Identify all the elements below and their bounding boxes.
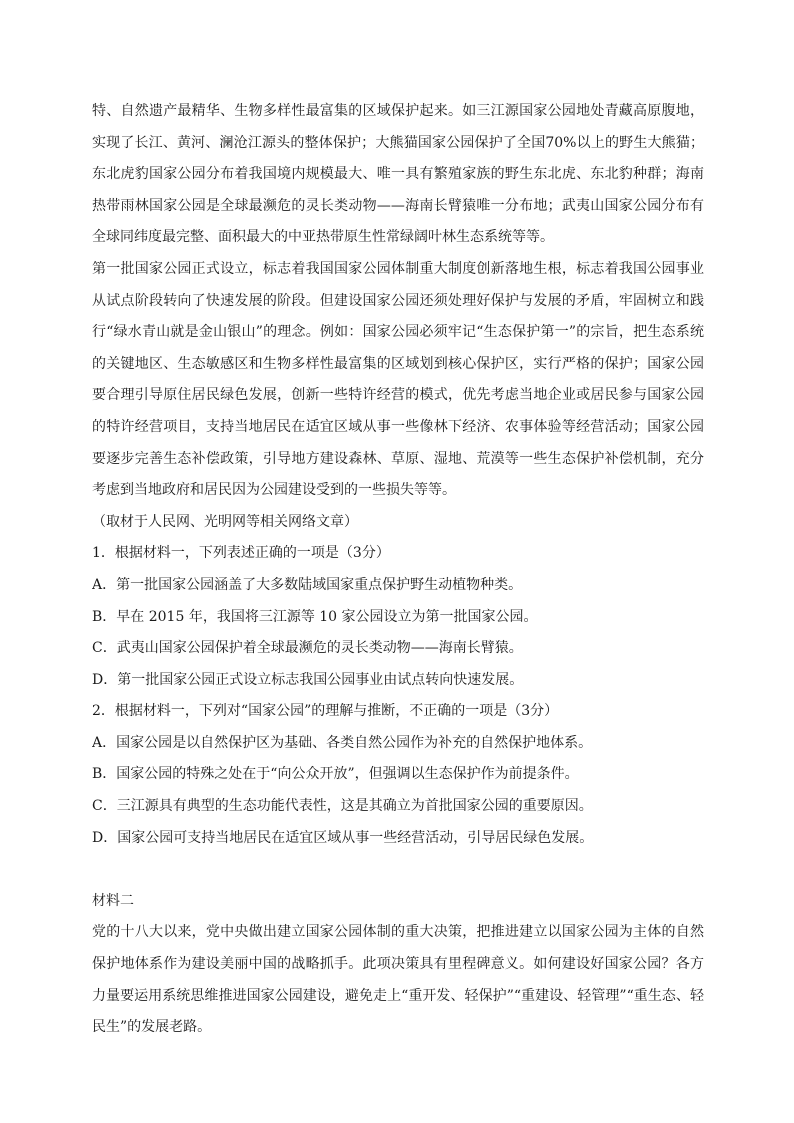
question-1-option-a: A．第一批国家公园涵盖了大多数陆域国家重点保护野生动植物种类。 — [92, 576, 523, 593]
paragraph-1-line: 全球同纬度最完整、面积最大的中亚热带原生性常绿阔叶林生态系统等等。 — [92, 229, 554, 246]
paragraph-1-line: 热带雨林国家公园是全球最濒危的灵长类动物——海南长臂猿唯一分布地；武夷山国家公园分布有 — [92, 197, 704, 214]
material-2-line: 民生”的发展老路。 — [92, 1019, 212, 1036]
question-1-option-d: D．第一批国家公园正式设立标志我国公园事业由试点转向快速发展。 — [92, 671, 524, 688]
section-spacer — [92, 854, 704, 886]
paragraph-1-line: 东北虎豹国家公园分布着我国境内规模最大、唯一具有繁殖家族的野生东北虎、东北豹种群；海南 — [92, 166, 704, 183]
question-2-option-c: C．三江源具有典型的生态功能代表性，这是其确立为首批国家公园的重要原因。 — [92, 798, 593, 815]
material-2-line: 保护地体系作为建设美丽中国的战略抓手。此项决策具有里程碑意义。如何建设好国家公园？各方 — [92, 956, 704, 973]
question-2-option-d: D．国家公园可支持当地居民在适宜区域从事一些经营活动，引导居民绿色发展。 — [92, 829, 594, 846]
question-1-stem: 1．根据材料一，下列表述正确的一项是（3分） — [92, 545, 390, 562]
document-page — [92, 96, 704, 1044]
paragraph-2-line: 要合理引导原住居民绿色发展，创新一些特许经营的模式，优先考虑当地企业或居民参与国家公园 — [92, 387, 704, 404]
material-2-line: 党的十八大以来，党中央做出建立国家公园体制的重大决策，把推进建立以国家公园为主体的自然 — [92, 924, 704, 941]
paragraph-2-line: 第一批国家公园正式设立，标志着我国国家公园体制重大制度创新落地生根，标志着我国公园事业 — [92, 260, 704, 277]
material-2-heading: 材料二 — [92, 892, 134, 909]
paragraph-1-line: 特、自然遗产最精华、生物多样性最富集的区域保护起来。如三江源国家公园地处青藏高原腹地， — [92, 103, 704, 119]
paragraph-1-line: 实现了长江、黄河、澜沧江源头的整体保护；大熊猫国家公园保护了全国70%以上的野生大熊猫； — [92, 134, 704, 151]
paragraph-2-line: 考虑到当地政府和居民因为公园建设受到的一些损失等等。 — [92, 482, 456, 499]
paragraph-2-line: 行“绿水青山就是金山银山”的理念。例如：国家公园必须牢记“生态保护第一”的宗旨，把生态系统 — [92, 324, 704, 341]
paragraph-2-line: 的特许经营项目，支持当地居民在适宜区域从事一些像林下经济、农事体验等经营活动；国家公园 — [92, 418, 704, 435]
question-2-stem: 2．根据材料一，下列对“国家公园”的理解与推断，不正确的一项是（3分） — [92, 703, 559, 720]
question-2-option-b: B．国家公园的特殊之处在于“向公众开放”，但强调以生态保护作为前提条件。 — [92, 766, 579, 783]
paragraph-2-line: 从试点阶段转向了快速发展的阶段。但建设国家公园还须处理好保护与发展的矛盾，牢固树立和践 — [92, 292, 704, 309]
question-1-option-b: B．早在 2015 年，我国将三江源等 10 家公园设立为第一批国家公园。 — [92, 608, 538, 625]
source-note: （取材于人民网、光明网等相关网络文章） — [92, 513, 358, 530]
paragraph-2-line: 要逐步完善生态补偿政策，引导地方建设森林、草原、湿地、荒漠等一些生态保护补偿机制，充分 — [92, 450, 704, 467]
material-2-line: 力量要运用系统思维推进国家公园建设，避免走上“重开发、轻保护”“重建设、轻管理”“重生态、轻 — [92, 987, 704, 1004]
question-2-option-a: A．国家公园是以自然保护区为基础、各类自然公园作为补充的自然保护地体系。 — [92, 734, 593, 751]
paragraph-2-line: 的关键地区、生态敏感区和生物多样性最富集的区域划到核心保护区，实行严格的保护；国家公园 — [92, 355, 704, 372]
question-1-option-c: C．武夷山国家公园保护着全球最濒危的灵长类动物——海南长臂猿。 — [92, 640, 523, 657]
